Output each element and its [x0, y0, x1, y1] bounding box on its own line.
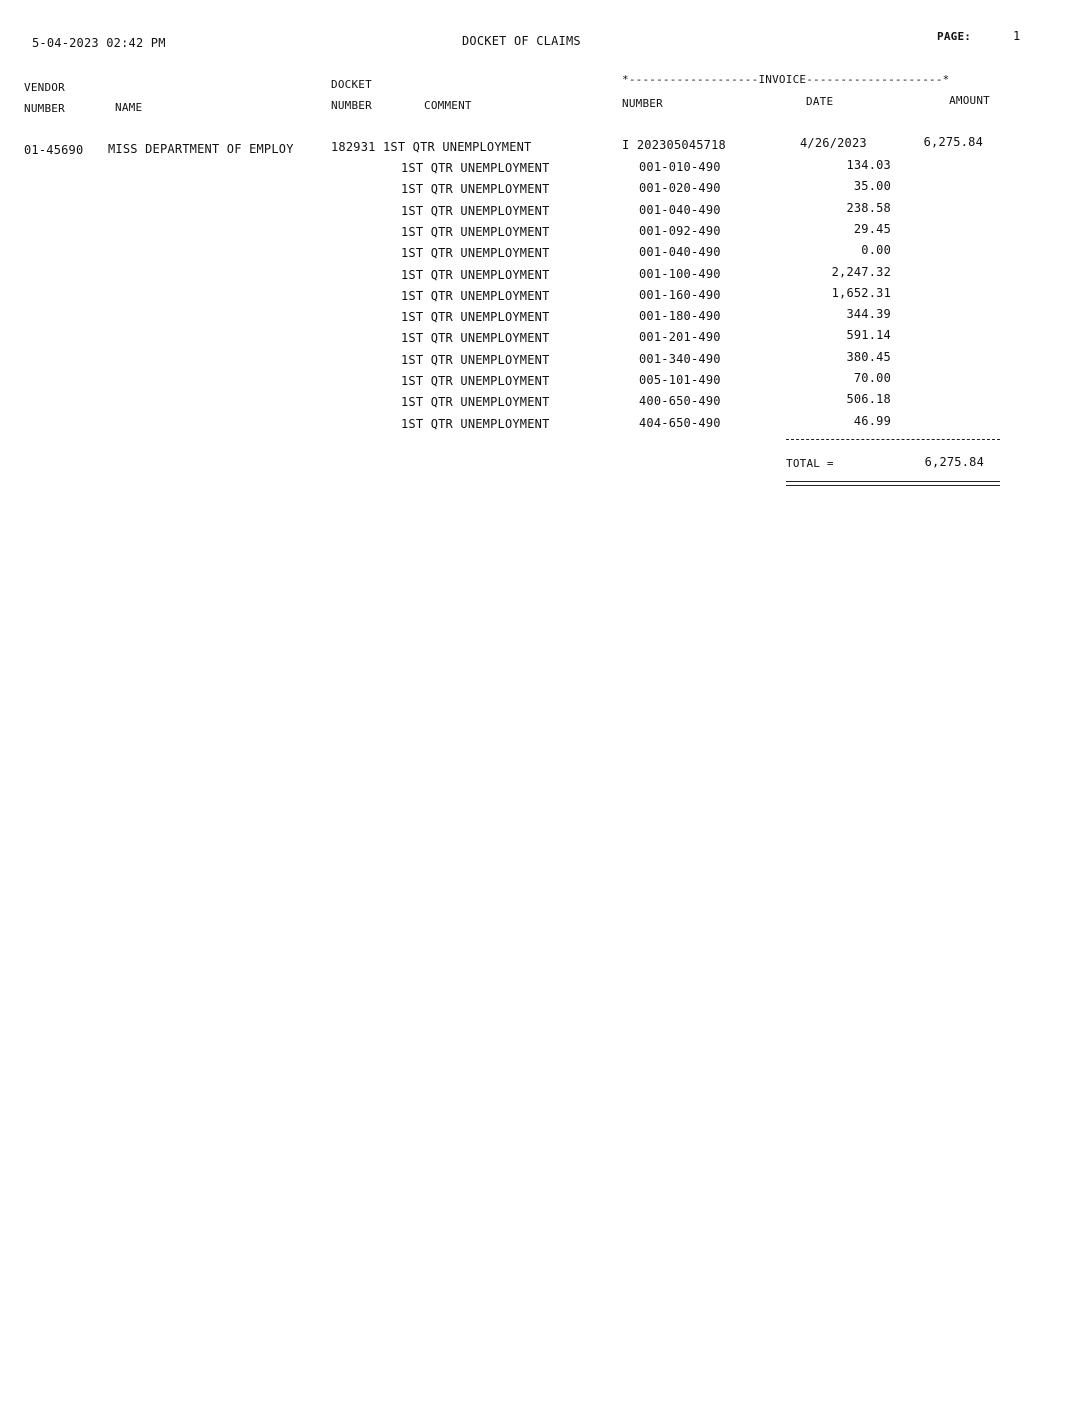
col-docket-top: DOCKET: [331, 78, 372, 91]
page-number: 1: [1013, 29, 1021, 43]
line-amount: 591.14: [846, 328, 891, 342]
line-comment: 1ST QTR UNEMPLOYMENT: [401, 182, 550, 196]
vendor-number: 01-45690: [24, 143, 84, 157]
col-vendor-number: NUMBER: [24, 102, 65, 115]
col-invoice-banner: *-------------------INVOICE--------------------*: [622, 73, 950, 86]
vendor-name: MISS DEPARTMENT OF EMPLOY: [108, 142, 294, 156]
invoice-number: I 202305045718: [622, 138, 726, 152]
line-amount: 238.58: [846, 201, 891, 215]
line-comment: 1ST QTR UNEMPLOYMENT: [401, 395, 550, 409]
total-amount: 6,275.84: [924, 455, 984, 469]
total-double-rule: [786, 481, 1000, 486]
line-account: 001-180-490: [639, 309, 721, 323]
invoice-date: 4/26/2023: [800, 136, 867, 150]
line-amount: 0.00: [861, 243, 891, 257]
line-account: 001-040-490: [639, 203, 721, 217]
line-comment: 1ST QTR UNEMPLOYMENT: [401, 204, 550, 218]
col-vendor-top: VENDOR: [24, 81, 65, 94]
total-label: TOTAL =: [786, 457, 834, 470]
col-invoice-date: DATE: [806, 95, 834, 108]
line-account: 001-010-490: [639, 160, 721, 174]
line-amount: 70.00: [853, 371, 891, 385]
line-amount: 46.99: [853, 414, 891, 428]
line-comment: 1ST QTR UNEMPLOYMENT: [401, 289, 550, 303]
line-account: 404-650-490: [639, 416, 721, 430]
page-label: PAGE:: [937, 30, 972, 43]
line-amount: 134.03: [846, 158, 891, 172]
line-comment: 1ST QTR UNEMPLOYMENT: [401, 374, 550, 388]
line-amount: 35.00: [853, 179, 891, 193]
line-comment: 1ST QTR UNEMPLOYMENT: [401, 268, 550, 282]
line-comment: 1ST QTR UNEMPLOYMENT: [401, 331, 550, 345]
line-account: 005-101-490: [639, 373, 721, 387]
col-name: NAME: [115, 101, 143, 114]
col-docket-number: NUMBER: [331, 99, 372, 112]
line-account: 001-100-490: [639, 267, 721, 281]
line-amount: 2,247.32: [831, 265, 891, 279]
col-invoice-number: NUMBER: [622, 97, 663, 110]
line-comment: 1ST QTR UNEMPLOYMENT: [401, 353, 550, 367]
col-invoice-amount: AMOUNT: [949, 94, 990, 107]
line-account: 001-092-490: [639, 224, 721, 238]
line-amount: 506.18: [846, 392, 891, 406]
line-amount: 380.45: [846, 350, 891, 364]
invoice-amount: 6,275.84: [923, 135, 983, 149]
line-amount: 344.39: [846, 307, 891, 321]
line-amount: 29.45: [853, 222, 891, 236]
line-account: 001-020-490: [639, 181, 721, 195]
line-account: 001-201-490: [639, 330, 721, 344]
line-amount: 1,652.31: [831, 286, 891, 300]
line-account: 001-040-490: [639, 245, 721, 259]
docket-comment: 182931 1ST QTR UNEMPLOYMENT: [331, 140, 532, 154]
line-account: 001-160-490: [639, 288, 721, 302]
line-comment: 1ST QTR UNEMPLOYMENT: [401, 417, 550, 431]
line-comment: 1ST QTR UNEMPLOYMENT: [401, 225, 550, 239]
line-account: 400-650-490: [639, 394, 721, 408]
line-comment: 1ST QTR UNEMPLOYMENT: [401, 161, 550, 175]
line-comment: 1ST QTR UNEMPLOYMENT: [401, 310, 550, 324]
line-account: 001-340-490: [639, 352, 721, 366]
line-comment: 1ST QTR UNEMPLOYMENT: [401, 246, 550, 260]
report-title: DOCKET OF CLAIMS: [462, 34, 581, 48]
run-datetime: 5-04-2023 02:42 PM: [32, 36, 166, 50]
col-comment: COMMENT: [424, 99, 472, 112]
total-rule: [786, 439, 1000, 440]
